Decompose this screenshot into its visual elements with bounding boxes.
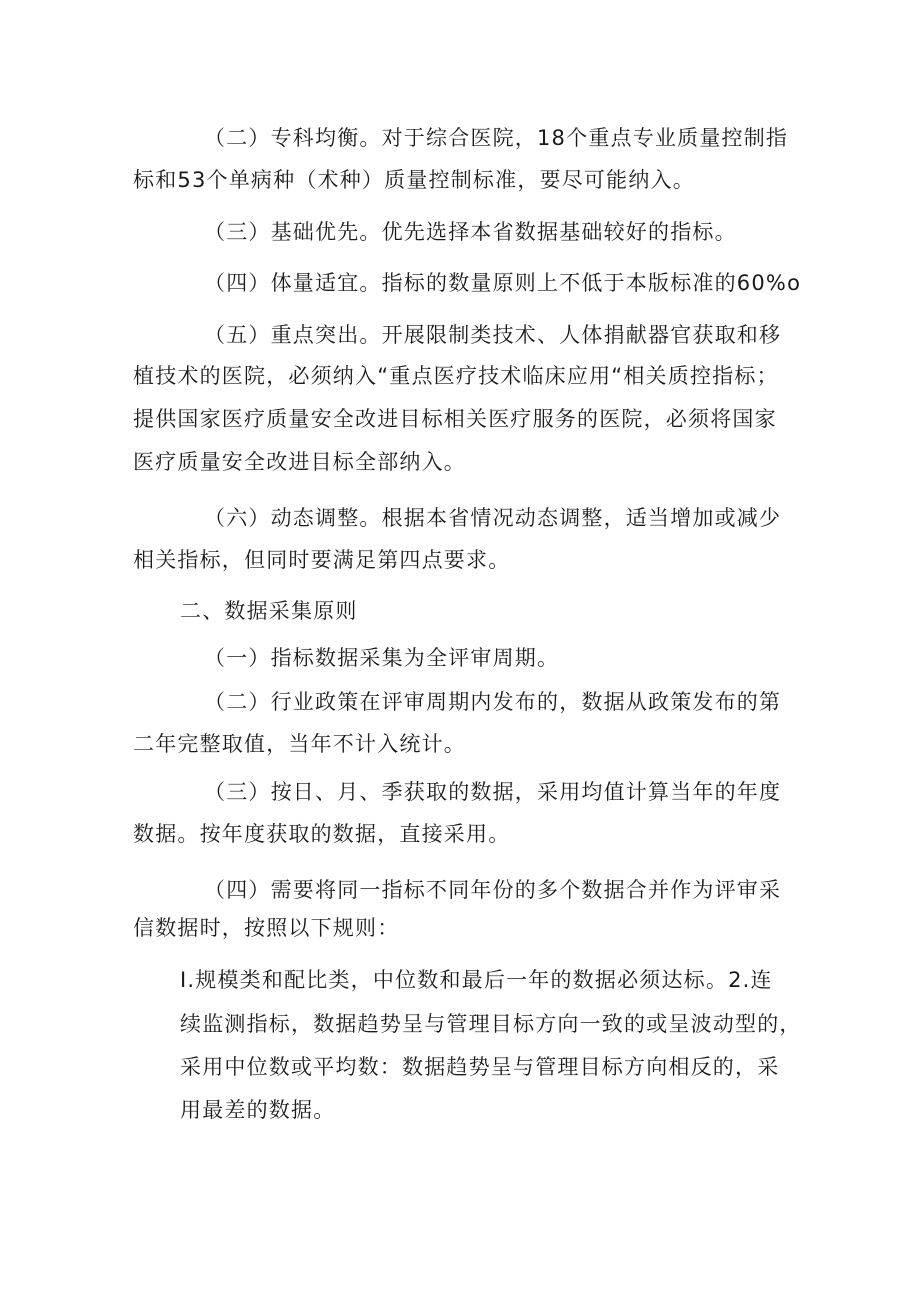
text-line: 二年完整取值，当年不计入统计。 — [133, 732, 466, 756]
text-line: 相关指标，但同时要满足第四点要求。 — [133, 548, 511, 572]
text-line: 提供国家医疗质量安全改进目标相关医疗服务的医院，必须将国家 — [133, 407, 777, 431]
text-line: 信数据时，按照以下规则： — [133, 916, 400, 940]
text-line: （三）按日、月、季获取的数据，采用均值计算当年的年度 — [204, 780, 782, 804]
text-line: 续监测指标，数据趋势呈与管理目标方向一致的或呈波动型的， — [180, 1012, 802, 1036]
text-line: 数据。按年度获取的数据，直接采用。 — [133, 822, 511, 846]
text-line: （一）指标数据采集为全评审周期。 — [204, 646, 560, 670]
text-line: I.规模类和配比类，中位数和最后一年的数据必须达标。2.连 — [180, 968, 773, 992]
text-line: （二）专科均衡。对于综合医院，18个重点专业质量控制指 — [204, 126, 789, 150]
text-line: （四）体量适宜。指标的数量原则上不低于本版标准的60%o — [204, 271, 802, 295]
text-line: （四）需要将同一指标不同年份的多个数据合并作为评审采 — [204, 878, 782, 902]
text-line: （六）动态调整。根据本省情况动态调整，适当增加或减少 — [204, 506, 782, 530]
text-line: 用最差的数据。 — [180, 1098, 336, 1122]
text-line: 标和53个单病种（术种）质量控制标准，要尽可能纳入。 — [133, 168, 695, 192]
text-line: （二）行业政策在评审周期内发布的，数据从政策发布的第 — [204, 690, 782, 714]
text-line: 采用中位数或平均数：数据趋势呈与管理目标方向相反的，采 — [180, 1055, 780, 1079]
text-line: （五）重点突出。开展限制类技术、人体捐献器官获取和移 — [204, 323, 782, 347]
text-line: 植技术的医院，必须纳入“重点医疗技术临床应用“相关质控指标； — [133, 364, 779, 388]
text-line: （三）基础优先。优先选择本省数据基础较好的指标。 — [204, 220, 737, 244]
section-title: 二、数据采集原则 — [180, 599, 358, 623]
text-line: 医疗质量安全改进目标全部纳入。 — [133, 450, 466, 474]
